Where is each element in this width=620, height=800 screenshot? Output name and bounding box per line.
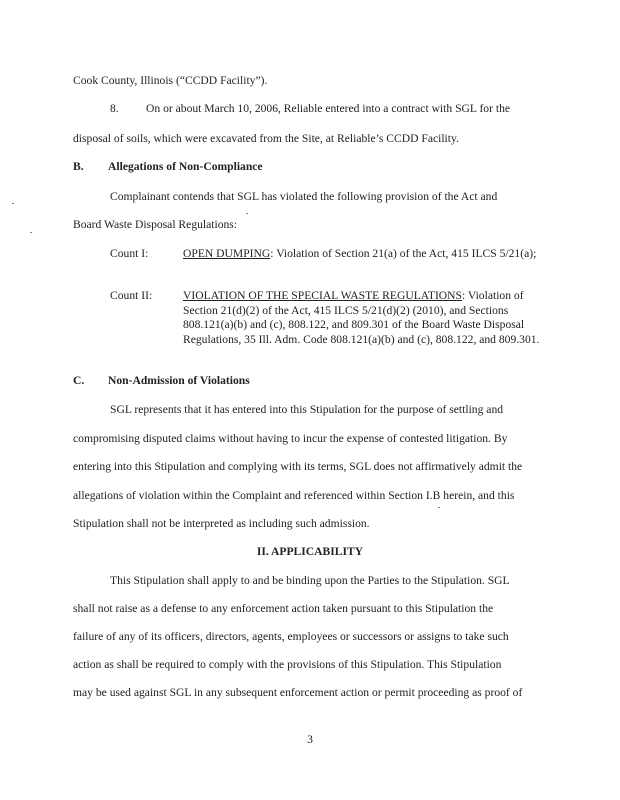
count-1-heading: OPEN DUMPING xyxy=(183,247,271,260)
paragraph-number-8: 8. xyxy=(110,102,119,115)
section-ii-line: action as shall be required to comply with the provisions of this Stipulation. This Stipulation xyxy=(73,658,502,671)
section-c-letter: C. xyxy=(73,374,85,387)
section-c-line: entering into this Stipulation and complying with its terms, SGL does not affirmatively admit the xyxy=(73,460,523,473)
section-c-line: SGL represents that it has entered into this Stipulation for the purpose of settling and xyxy=(110,403,504,416)
section-ii-line: failure of any of its officers, directors, agents, employees or successors or assigns to take such xyxy=(73,630,509,643)
count-2-description: : Violation of Section 21(d)(2) of the Act, 415 ILCS 5/21(d)(2) (2010), and Sections 808.121(a)(b) and (c), 808.122, and 809.301 of the Board Waste Disposal Regulations, 35 Ill. Adm. Code 808.121(a)(b) and (c), 808.122, and 809.301. xyxy=(183,289,540,346)
scan-speck xyxy=(246,213,248,214)
section-c-line: compromising disputed claims without having to incur the expense of contested litigation. By xyxy=(73,432,508,445)
count-2-heading: VIOLATION OF THE SPECIAL WASTE REGULATIONS xyxy=(183,289,462,302)
section-b-line: Board Waste Disposal Regulations: xyxy=(73,218,238,231)
section-c-line: allegations of violation within the Complaint and referenced within Section I.B herein, and this xyxy=(73,489,515,502)
section-b-line: Complainant contends that SGL has violated the following provision of the Act and xyxy=(110,190,498,203)
paragraph-continuation-line: Cook County, Illinois (“CCDD Facility”). xyxy=(73,74,268,87)
count-1-text xyxy=(183,247,553,262)
section-ii-heading: II. APPLICABILITY xyxy=(256,545,364,558)
section-b-letter: B. xyxy=(73,160,84,173)
scan-speck xyxy=(438,507,440,508)
count-2-label: Count II: xyxy=(110,289,153,302)
section-ii-line: This Stipulation shall apply to and be binding upon the Parties to the Stipulation. SGL xyxy=(110,574,510,587)
section-c-title: Non-Admission of Violations xyxy=(108,374,250,387)
section-ii-line: shall not raise as a defense to any enforcement action taken pursuant to this Stipulation the xyxy=(73,602,494,615)
page-number: 3 xyxy=(307,733,313,746)
section-c-line: Stipulation shall not be interpreted as including such admission. xyxy=(73,517,370,530)
scan-speck xyxy=(12,203,14,204)
paragraph-8-line: disposal of soils, which were excavated from the Site, at Reliable’s CCDD Facility. xyxy=(73,132,459,145)
count-2-text xyxy=(183,289,553,347)
count-1-label: Count I: xyxy=(110,247,149,260)
section-ii-line: may be used against SGL in any subsequent enforcement action or permit proceeding as proof of xyxy=(73,686,523,699)
scan-speck xyxy=(30,232,32,233)
section-b-title: Allegations of Non-Compliance xyxy=(108,160,263,173)
count-1-description: : Violation of Section 21(a) of the Act, 415 ILCS 5/21(a); xyxy=(270,247,537,260)
paragraph-8-line: On or about March 10, 2006, Reliable entered into a contract with SGL for the xyxy=(146,102,511,115)
